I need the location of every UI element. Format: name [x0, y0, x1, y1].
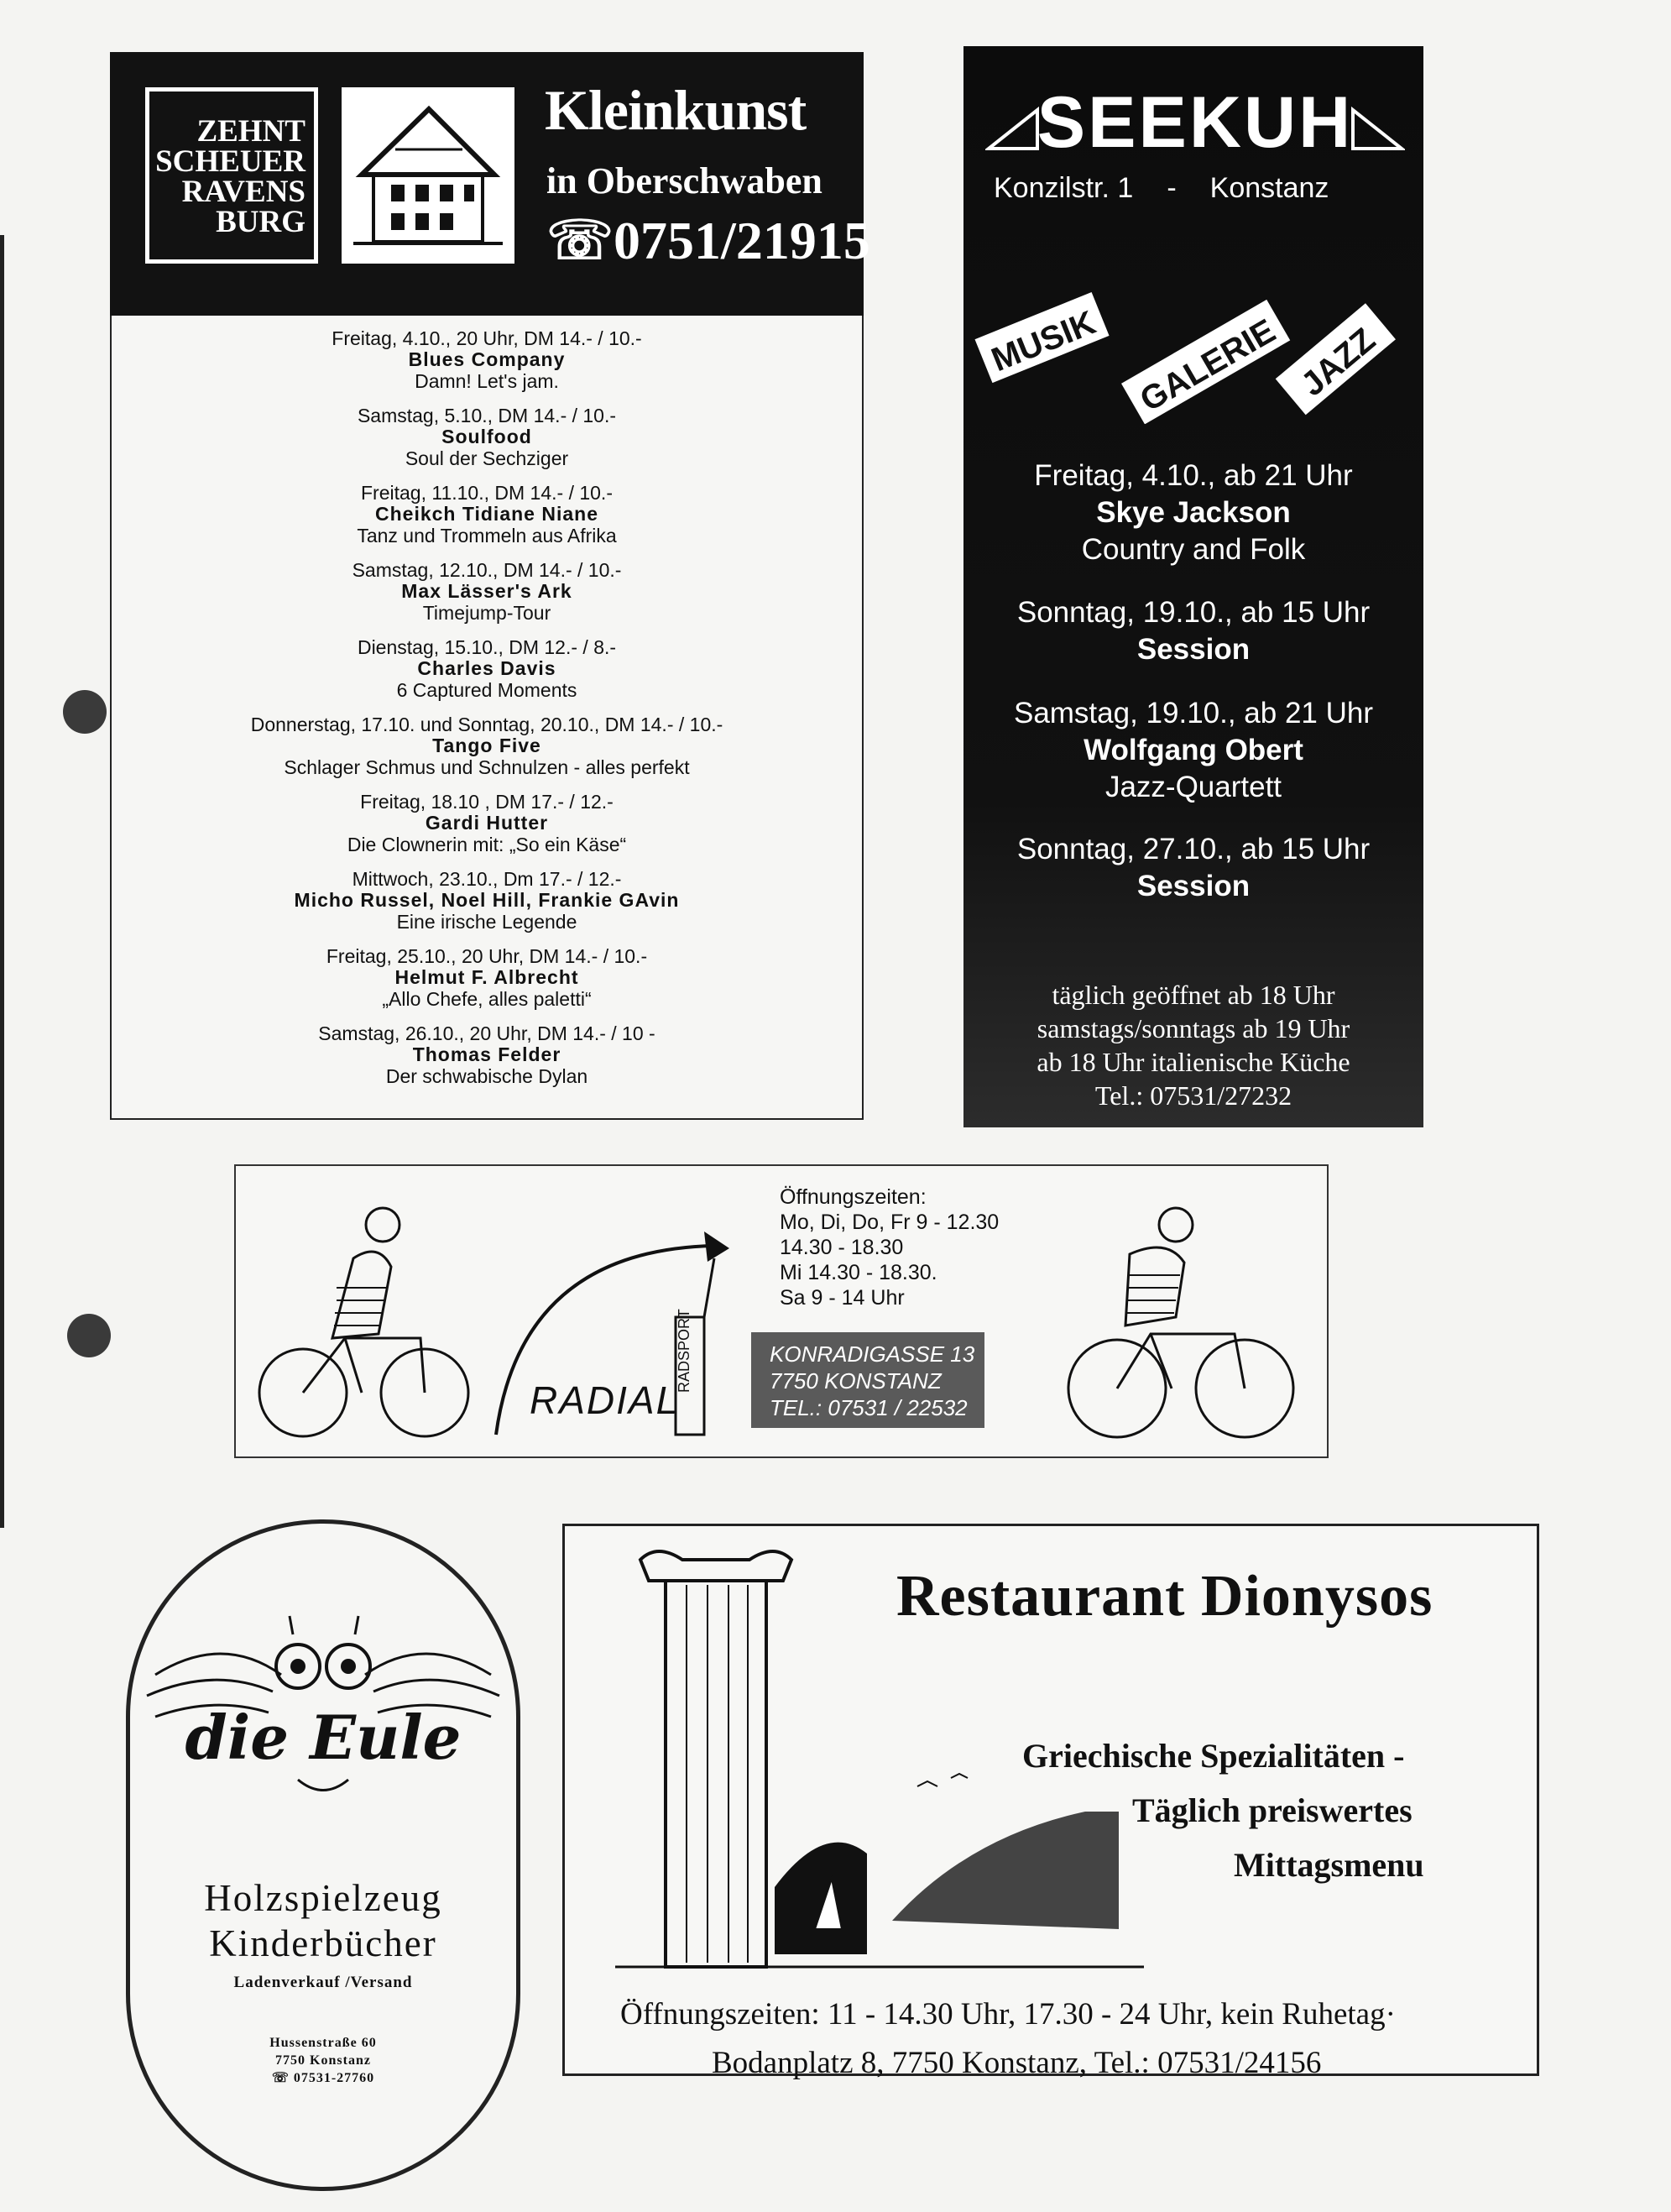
event-item: Freitag, 18.10 , DM 17.- / 12.- Gardi Hutter Die Clownerin mit: „So ein Käse“ — [347, 791, 627, 855]
dionysos-line1: Griechische Spezialitäten - — [1022, 1737, 1405, 1775]
binder-hole-top — [63, 690, 107, 734]
eule-line2: Kinderbücher — [209, 1922, 437, 1964]
eule-line1: Holzspielzeug — [204, 1877, 442, 1919]
seekuh-event: Freitag, 4.10., ab 21 Uhr Skye Jackson Country and Folk — [1034, 459, 1353, 566]
eule-line3: Ladenverkauf /Versand — [233, 1974, 413, 1991]
kleinkunst-phone: ☏0751/21915 — [546, 211, 870, 270]
owl-logo — [130, 1599, 516, 1809]
phone-icon: ☏ — [546, 211, 614, 270]
dionysos-ad — [562, 1524, 1539, 2080]
cyclist-left-illustration — [253, 1191, 471, 1443]
dionysos-line3: Mittagsmenu — [1234, 1846, 1424, 1884]
seekuh-tags — [972, 248, 1417, 424]
radial-address: KONRADIGASSE 13 7750 KONSTANZ TEL.: 07531 / 22532 — [751, 1332, 984, 1428]
dionysos-address: Bodanplatz 8, 7750 Konstanz, Tel.: 07531/24156 — [712, 2046, 1322, 2080]
event-item: Samstag, 5.10., DM 14.- / 10.- Soulfood Soul der Sechziger — [357, 405, 617, 469]
kleinkunst-title: Kleinkunst — [545, 78, 807, 142]
event-item: Samstag, 12.10., DM 14.- / 10.- Max Lässer's Ark Timejump-Tour — [352, 559, 622, 624]
tag-musik: MUSIK — [986, 304, 1101, 379]
cyclist-right-illustration — [1050, 1200, 1302, 1443]
eule-ad — [126, 1519, 520, 2191]
eule-logo-text: die Eule — [185, 1702, 462, 1773]
house-illustration — [342, 87, 514, 264]
seekuh-event: Samstag, 19.10., ab 21 Uhr Wolfgang Obert Jazz-Quartett — [1013, 697, 1374, 803]
svg-text:SEEKUH: SEEKUH — [1037, 82, 1354, 155]
kleinkunst-event-list — [110, 316, 864, 1120]
left-edge-line — [0, 235, 4, 1528]
radsport-label: RADSPORT — [676, 1309, 692, 1393]
tag-jazz: JAZZ — [1294, 321, 1382, 404]
seekuh-footer: täglich geöffnet ab 18 Uhr samstags/sonntags ab 19 Uhr ab 18 Uhr italienische Küche Tel.: 07531/27232 — [1037, 980, 1350, 1111]
kleinkunst-header — [110, 52, 870, 316]
event-item: Freitag, 25.10., 20 Uhr, DM 14.- / 10.- Helmut F. Albrecht „Allo Chefe, alles paletti“ — [326, 945, 648, 1010]
seekuh-event: Sonntag, 19.10., ab 15 Uhr Session — [1016, 596, 1371, 666]
event-item: Freitag, 11.10., DM 14.- / 10.- Cheikch Tidiane Niane Tanz und Trommeln aus Afrika — [357, 482, 617, 546]
dionysos-line2: Täglich preiswertes — [1132, 1791, 1413, 1829]
event-item: Samstag, 26.10., 20 Uhr, DM 14.- / 10 - Thomas Felder Der schwabische Dylan — [318, 1022, 655, 1087]
seekuh-address: Konzilstr. 1 - Konstanz — [994, 172, 1329, 204]
event-item: Freitag, 4.10., 20 Uhr, DM 14.- / 10.- Blues Company Damn! Let's jam. — [332, 327, 642, 392]
dionysos-hours: Öffnungszeiten: 11 - 14.30 Uhr, 17.30 - 24 Uhr, kein Ruhetag· — [620, 1997, 1396, 2032]
binder-hole-bottom — [67, 1314, 111, 1357]
radial-ad — [234, 1164, 1329, 1458]
event-item: Mittwoch, 23.10., Dm 17.- / 12.- Micho Russel, Noel Hill, Frankie GAvin Eine irische Legende — [294, 868, 680, 933]
seekuh-event: Sonntag, 27.10., ab 15 Uhr Session — [1016, 833, 1371, 902]
event-item: Donnerstag, 17.10. und Sonntag, 20.10., DM 14.- / 10.- Tango Five Schlager Schmus und Schnulzen - alles perfekt — [250, 714, 723, 778]
seekuh-ad — [963, 46, 1423, 1127]
tag-galerie: GALERIE — [1134, 311, 1282, 419]
eule-address: Hussenstraße 60 7750 Konstanz ☏ 07531-27760 — [269, 2036, 377, 2085]
event-item: Dienstag, 15.10., DM 12.- / 8.- Charles Davis 6 Captured Moments — [357, 636, 617, 701]
kleinkunst-subtitle: in Oberschwaben — [546, 160, 822, 201]
radial-hours: Öffnungszeiten: Mo, Di, Do, Fr 9 - 12.30 14.30 - 18.30 Mi 14.30 - 18.30. Sa 9 - 14 Uhr — [780, 1185, 1000, 1310]
radial-brand: RADIAL — [530, 1378, 680, 1422]
zehntscheuer-logo: ZEHNT SCHEUER RAVENS BURG — [145, 87, 318, 264]
seekuh-logo — [985, 80, 1405, 155]
dionysos-title: Restaurant Dionysos — [896, 1564, 1433, 1629]
